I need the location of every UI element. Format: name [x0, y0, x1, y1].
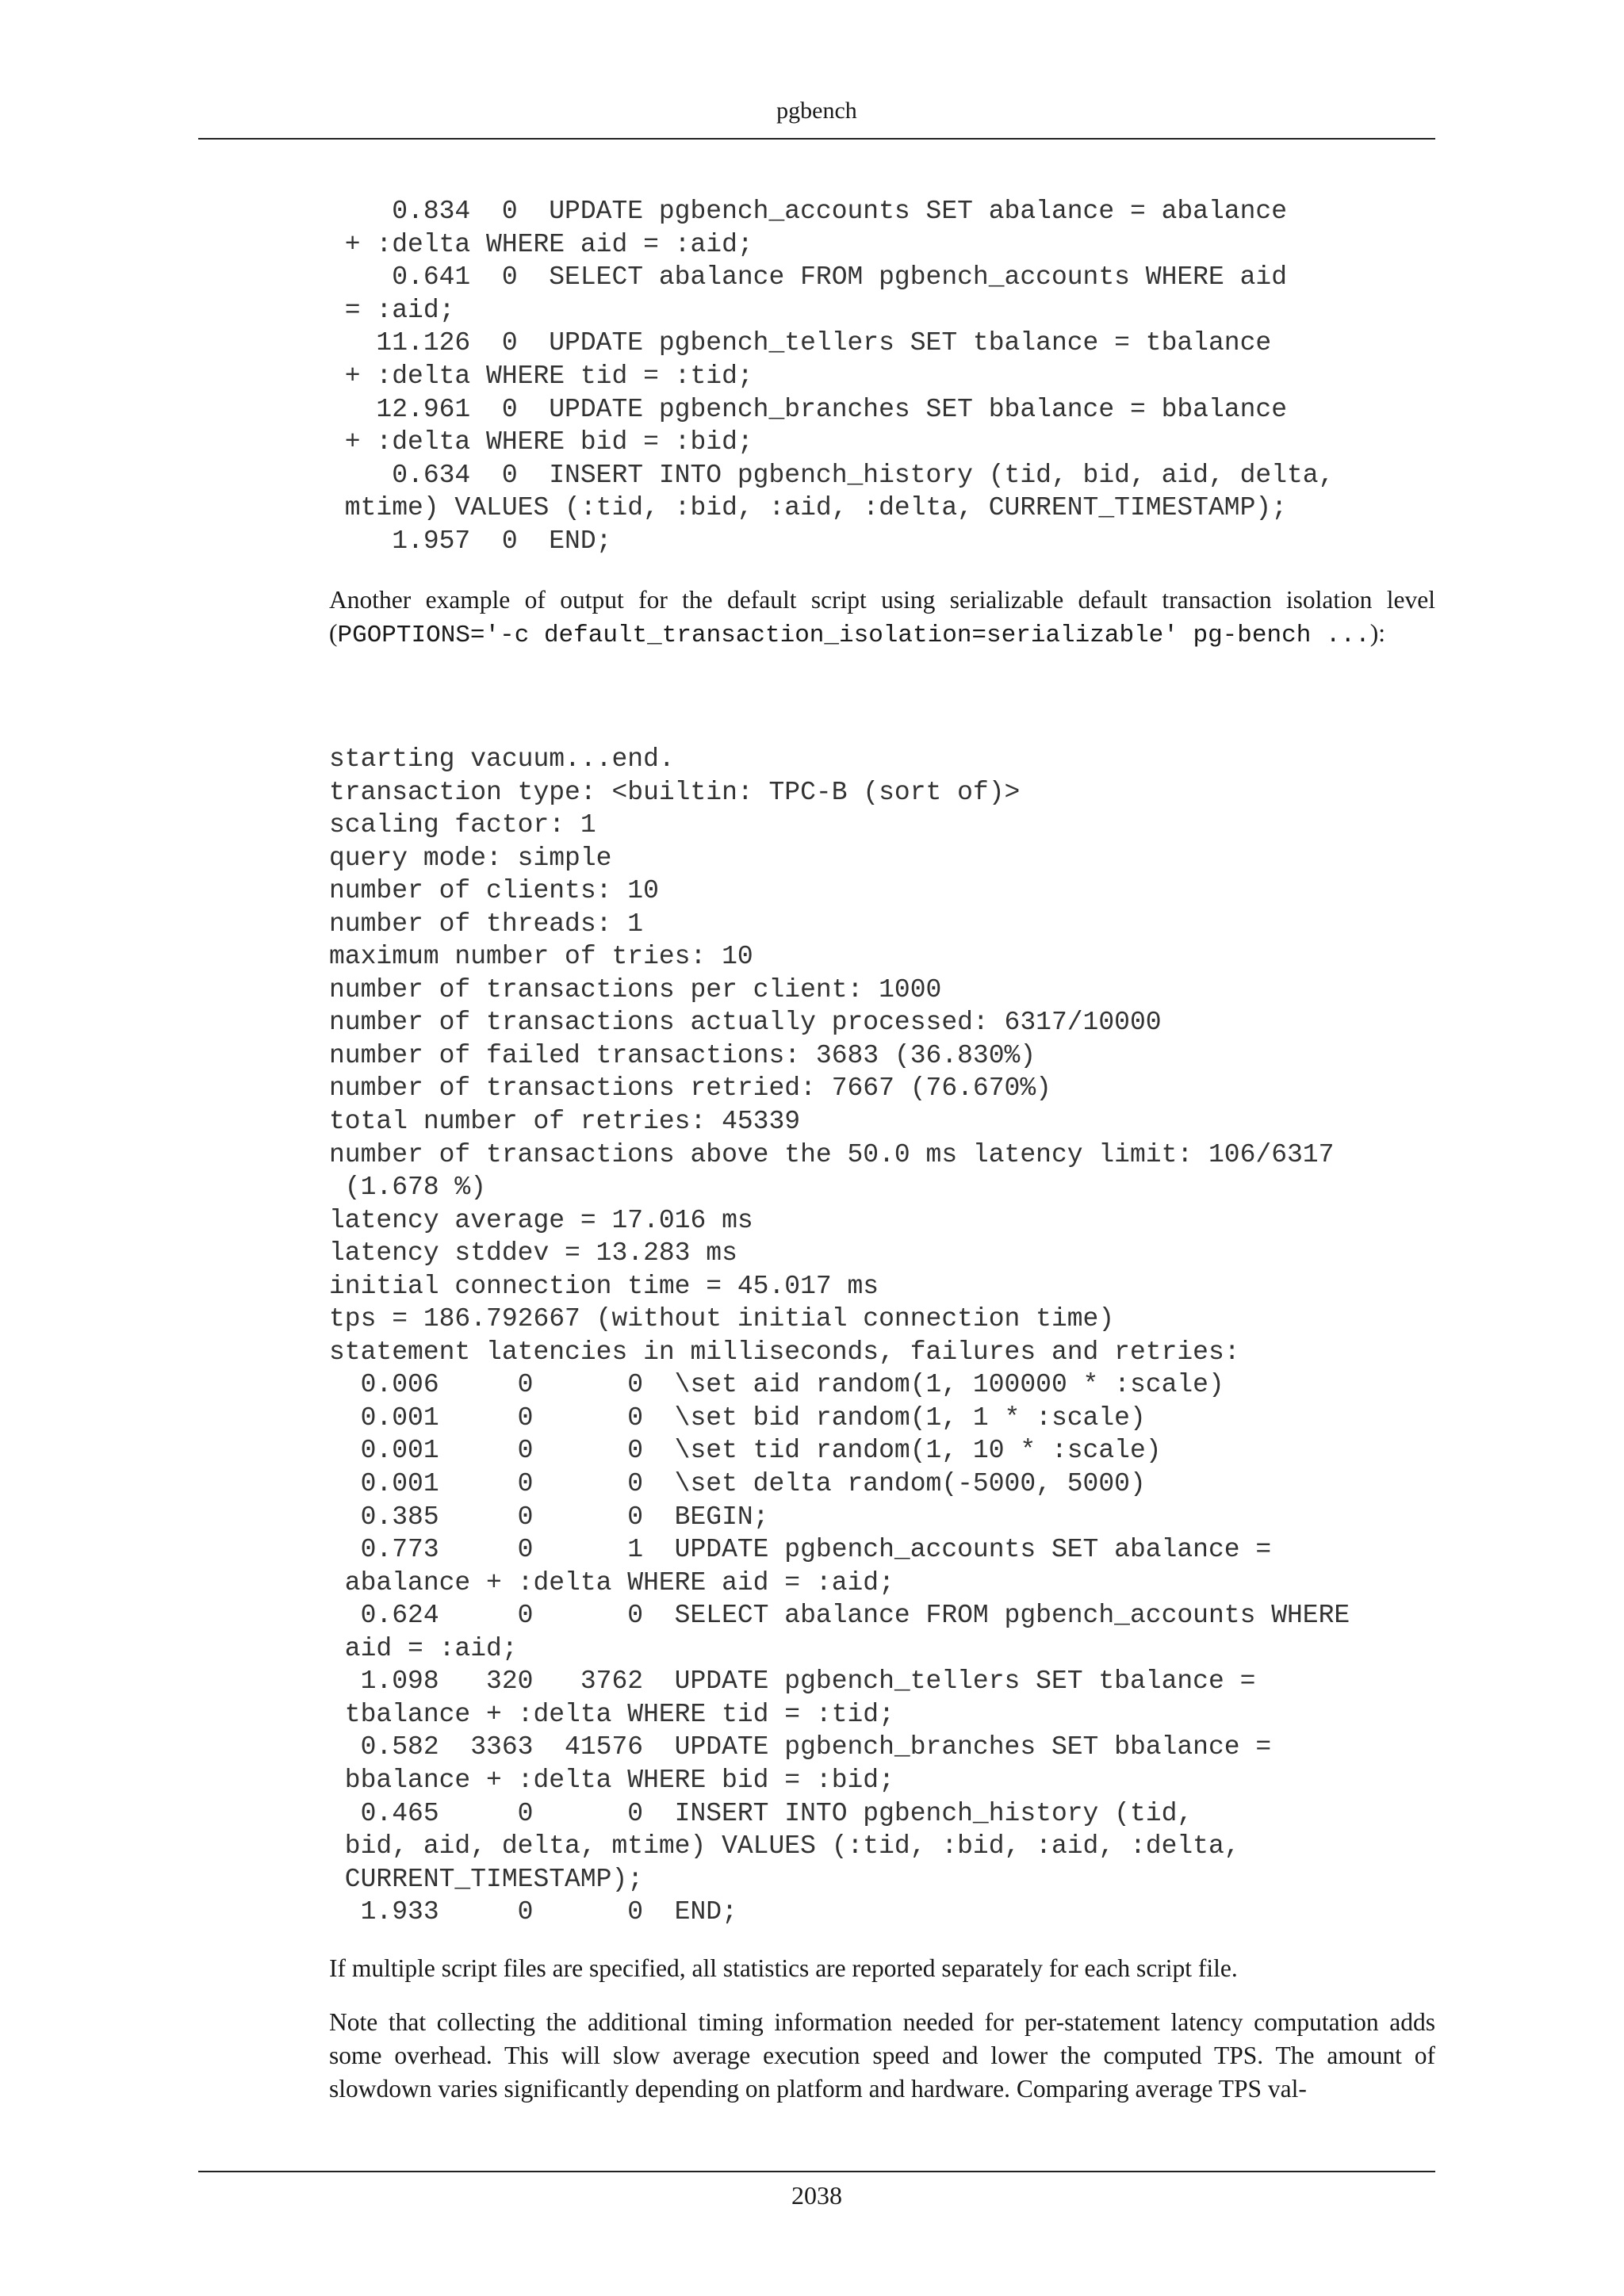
paragraph-timing-overhead: Note that collecting the additional timing information needed for per-statement latency computation adds some overhead. This will slow average execution speed and lower the computed TPS. The amount of slowdown varies significantly depending on platform and hardware. Comparing average TPS val-	[329, 2008, 1435, 2103]
inline-code: PGOPTIONS='-c default_transaction_isolation=serializable' pg-bench ...	[337, 622, 1370, 649]
header-rule	[198, 138, 1435, 140]
footer-rule	[198, 2171, 1435, 2172]
page-header: pgbench	[776, 98, 857, 124]
paragraph-text: ):	[1369, 619, 1385, 647]
paragraph-multiple-scripts: If multiple script files are specified, all statistics are reported separately for each script file.	[329, 1954, 1238, 1982]
code-block-statement-latencies: 0.834 0 UPDATE pgbench_accounts SET abalance = abalance + :delta WHERE aid = :aid; 0.641 0 SELECT abalance FROM pgbench_accounts WHERE aid = :aid; 11.126 0 UPDATE pgbench_tellers SET tbalance = tbalance + :delta WHERE tid = :tid; 12.961 0 UPDATE pgbench_branches SET bbalance = bbalance + :delta WHERE bid = :bid; 0.634 0 INSERT INTO pgbench_history (tid, bid, aid, delta, mtime) VALUES (:tid, :bid, :aid, :delta, CURRENT_TIMESTAMP); 1.957 0 END;	[344, 197, 1335, 556]
page-number: 2038	[791, 2181, 842, 2210]
paragraph-serializable-example	[329, 584, 1435, 652]
paragraph-text: Another example of output for the default script using serializable default transaction isolation level (	[329, 586, 1435, 647]
code-block-serializable-output: starting vacuum...end. transaction type: <builtin: TPC-B (sort of)> scaling factor: 1 query mode: simple number of clients: 10 number of threads: 1 maximum number of tries: 10 number of transactions per client: 1000 number of transactions actually processed: 6317/10000 number of failed transactions: 3683 (36.830%) number of transactions retried: 7667 (76.670%) total number of retries: 45339 number of transactions above the 50.0 ms latency limit: 106/6317 (1.678 %) latency average = 17.016 ms latency stddev = 13.283 ms initial connection time = 45.017 ms tps = 186.792667 (without initial connection time) statement latencies in milliseconds, failures and retries: 0.006 0 0 \set aid random(1, 100000 * :scale) 0.001 0 0 \set bid random(1, 1 * :scale) 0.001 0 0 \set tid random(1, 10 * :scale) 0.001 0 0 \set delta random(-5000, 5000) 0.385 0 0 BEGIN; 0.773 0 1 UPDATE pgbench_accounts SET abalance = abalance + :delta WHERE aid = :aid; 0.624 0 0 SELECT abalance FROM pgbench_accounts WHERE aid = :aid; 1.098 320 3762 UPDATE pgbench_tellers SET tbalance = tbalance + :delta WHERE tid = :tid; 0.582 3363 41576 UPDATE pgbench_branches SET bbalance = bbalance + :delta WHERE bid = :bid; 0.465 0 0 INSERT INTO pgbench_history (tid, bid, aid, delta, mtime) VALUES (:tid, :bid, :aid, :delta, CURRENT_TIMESTAMP); 1.933 0 0 END;	[329, 744, 1350, 1927]
